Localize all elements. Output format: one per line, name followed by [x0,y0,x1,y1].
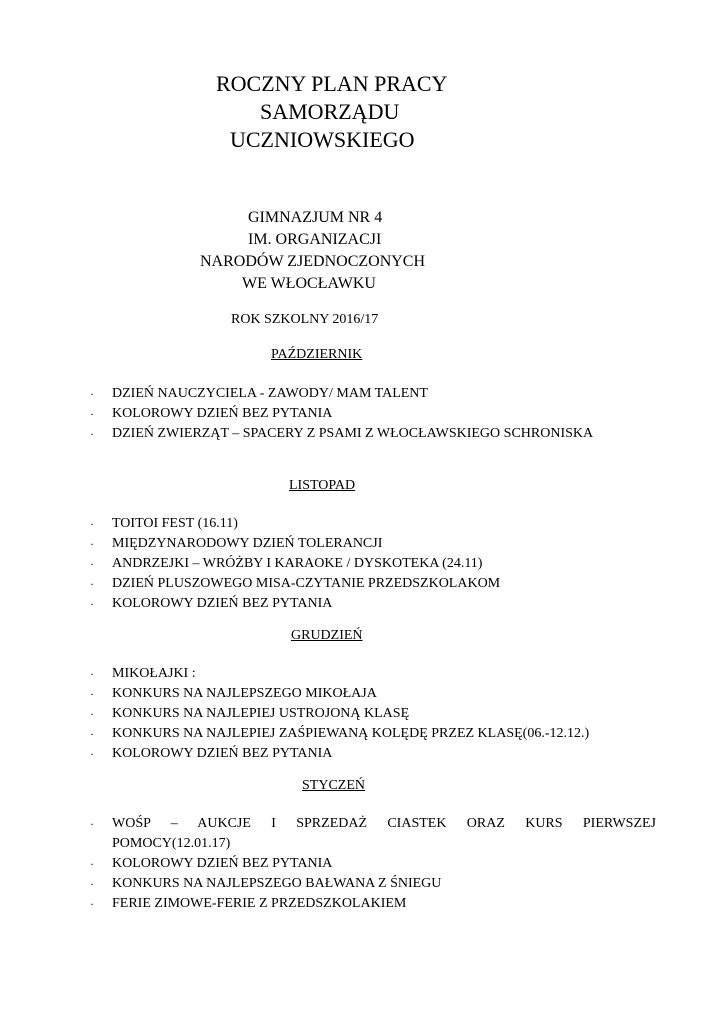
page-title-line-1: ROCZNY PLAN PRACY [216,71,448,96]
bullet-icon: · [90,727,94,741]
month-heading-october: PAŹDZIERNIK [271,347,363,362]
bullet-icon: · [90,857,94,871]
month-list-january [88,814,656,914]
list-item: · KONKURS NA NAJLEPSZEGO BAŁWANA Z ŚNIEGU [88,874,656,894]
bullet-icon: · [90,557,94,571]
list-item: · DZIEŃ ZWIERZĄT – SPACERY Z PSAMI Z WŁOCŁAWSKIEGO SCHRONISKA [88,424,656,444]
list-item: · KOLOROWY DZIEŃ BEZ PYTANIA [88,854,656,874]
list-item: · KOLOROWY DZIEŃ BEZ PYTANIA [88,594,656,614]
bullet-icon: · [90,667,94,681]
list-item: · TOITOI FEST (16.11) [88,514,656,534]
bullet-icon: · [90,897,94,911]
bullet-icon: · [90,597,94,611]
bullet-icon: · [90,687,94,701]
bullet-icon: · [90,747,94,761]
list-item: · ANDRZEJKI – WRÓŻBY I KARAOKE / DYSKOTEKA (24.11) [88,554,656,574]
list-item: · KONKURS NA NAJLEPIEJ USTROJONĄ KLASĘ [88,704,656,724]
list-item: · DZIEŃ PLUSZOWEGO MISA-CZYTANIE PRZEDSZKOLAKOM [88,574,656,594]
bullet-icon: · [90,407,94,421]
month-heading-november: LISTOPAD [289,478,356,493]
bullet-icon: · [90,707,94,721]
list-item: · KOLOROWY DZIEŃ BEZ PYTANIA [88,404,656,424]
page-title-line-2: SAMORZĄDU [260,99,400,124]
list-item: · MIKOŁAJKI : [88,664,656,684]
month-heading-december: GRUDZIEŃ [291,628,363,643]
bullet-icon: · [90,577,94,591]
list-item: · MIĘDZYNARODOWY DZIEŃ TOLERANCJI [88,534,656,554]
list-item: · WOŚP – AUKCJE I SPRZEDAŻ CIASTEK ORAZ KURS PIERWSZEJ POMOCY(12.01.17) [90,816,656,851]
list-item: · DZIEŃ NAUCZYCIELA - ZAWODY/ MAM TALENT [88,384,656,404]
month-list-october [88,384,656,444]
list-item: · KONKURS NA NAJLEPIEJ ZAŚPIEWANĄ KOLĘDĘ PRZEZ KLASĘ(06.-12.12.) [88,724,656,744]
bullet-icon: · [90,427,94,441]
page-title-line-3: UCZNIOWSKIEGO [230,127,415,152]
bullet-icon: · [90,877,94,891]
month-list-december [88,664,656,764]
bullet-icon: · [90,517,94,531]
list-item: · KONKURS NA NAJLEPSZEGO MIKOŁAJA [88,684,656,704]
list-item: · KOLOROWY DZIEŃ BEZ PYTANIA [88,744,656,764]
bullet-icon: · [90,817,94,831]
school-line-2: IM. ORGANIZACJI [248,231,382,248]
school-line-1: GIMNAZJUM NR 4 [248,209,383,226]
month-heading-january: STYCZEŃ [302,778,365,793]
bullet-icon: · [90,537,94,551]
school-year: ROK SZKOLNY 2016/17 [231,312,379,327]
list-item: · FERIE ZIMOWE-FERIE Z PRZEDSZKOLAKIEM [88,894,656,914]
school-line-4: WE WŁOCŁAWKU [242,275,376,292]
school-line-3: NARODÓW ZJEDNOCZONYCH [200,253,426,270]
month-list-november [88,514,656,614]
bullet-icon: · [90,387,94,401]
